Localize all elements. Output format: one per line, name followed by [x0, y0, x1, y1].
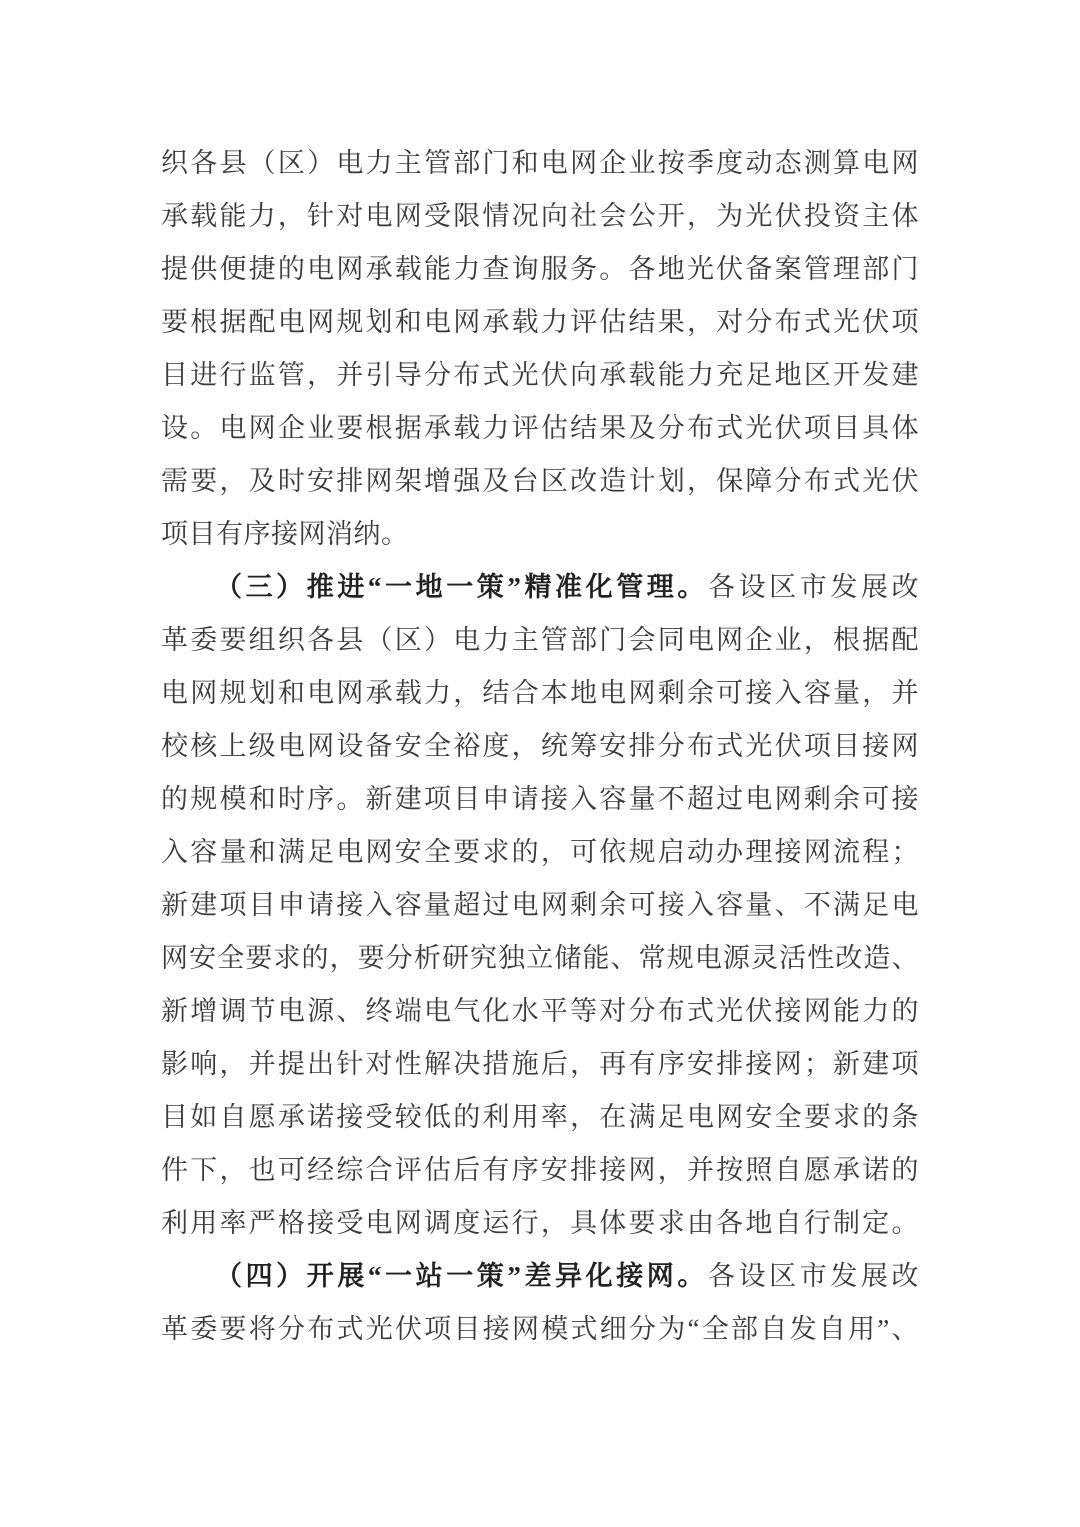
body-text: 织各县（区）电力主管部门和电网企业按季度动态测算电网 [161, 148, 919, 178]
text-line [161, 879, 919, 932]
body-text: 提供便捷的电网承载能力查询服务。各地光伏备案管理部门 [161, 254, 919, 284]
body-text: 的规模和时序。新建项目申请接入容量不超过电网剩余可接 [161, 784, 919, 814]
text-line [161, 1091, 919, 1144]
body-text: 新增调节电源、终端电气化水平等对分布式光伏接网能力的 [161, 996, 919, 1026]
text-line [161, 720, 919, 773]
paragraph-grid-capacity-monitoring [161, 137, 919, 561]
paragraph-section-4-one-station-one-policy [161, 1250, 919, 1356]
body-text: 目如自愿承诺接受较低的利用率，在满足电网安全要求的条 [161, 1102, 919, 1132]
section-heading-text: （四）开展“一站一策”差异化接网。 [215, 1261, 708, 1291]
body-text: 设。电网企业要根据承载力评估结果及分布式光伏项目具体 [161, 413, 919, 443]
text-line [161, 402, 919, 455]
text-line [161, 561, 919, 614]
text-line [161, 349, 919, 402]
text-line [161, 190, 919, 243]
text-line [161, 773, 919, 826]
text-line [161, 614, 919, 667]
text-line [161, 667, 919, 720]
text-line [161, 1250, 919, 1303]
text-line [161, 296, 919, 349]
body-text: 电网规划和电网承载力，结合本地电网剩余可接入容量，并 [161, 678, 919, 708]
body-text: 网安全要求的，要分析研究独立储能、常规电源灵活性改造、 [161, 943, 919, 973]
body-text: 目进行监管，并引导分布式光伏向承载能力充足地区开发建 [161, 360, 919, 390]
text-line [161, 1038, 919, 1091]
section-heading-text: （三）推进“一地一策”精准化管理。 [215, 572, 708, 602]
text-line [161, 1303, 919, 1356]
text-line [161, 985, 919, 1038]
body-text: 承载能力，针对电网受限情况向社会公开，为光伏投资主体 [161, 201, 919, 231]
text-line [161, 1197, 919, 1250]
body-text: 革委要将分布式光伏项目接网模式细分为“全部自发自用”、 [161, 1314, 919, 1344]
body-text: 利用率严格接受电网调度运行，具体要求由各地自行制定。 [161, 1208, 919, 1238]
text-line [161, 1144, 919, 1197]
paragraph-section-3-one-place-one-policy [161, 561, 919, 1250]
body-text: 需要，及时安排网架增强及台区改造计划，保障分布式光伏 [161, 466, 919, 496]
body-text: 新建项目申请接入容量超过电网剩余可接入容量、不满足电 [161, 890, 919, 920]
body-text: 入容量和满足电网安全要求的，可依规启动办理接网流程； [161, 837, 919, 867]
body-text: 影响，并提出针对性解决措施后，再有序安排接网；新建项 [161, 1049, 919, 1079]
text-line [161, 826, 919, 879]
body-text: 项目有序接网消纳。 [161, 519, 409, 549]
body-text: 校核上级电网设备安全裕度，统筹安排分布式光伏项目接网 [161, 731, 919, 761]
body-text: 各设区市发展改 [707, 572, 919, 602]
body-text: 要根据配电网规划和电网承载力评估结果，对分布式光伏项 [161, 307, 919, 337]
body-text: 件下，也可经综合评估后有序安排接网，并按照自愿承诺的 [161, 1155, 919, 1185]
text-line [161, 932, 919, 985]
text-line [161, 243, 919, 296]
body-text: 革委要组织各县（区）电力主管部门会同电网企业，根据配 [161, 625, 919, 655]
text-line [161, 137, 919, 190]
text-line [161, 508, 919, 561]
text-line [161, 455, 919, 508]
body-text: 各设区市发展改 [707, 1261, 919, 1291]
document-body [161, 137, 919, 1356]
